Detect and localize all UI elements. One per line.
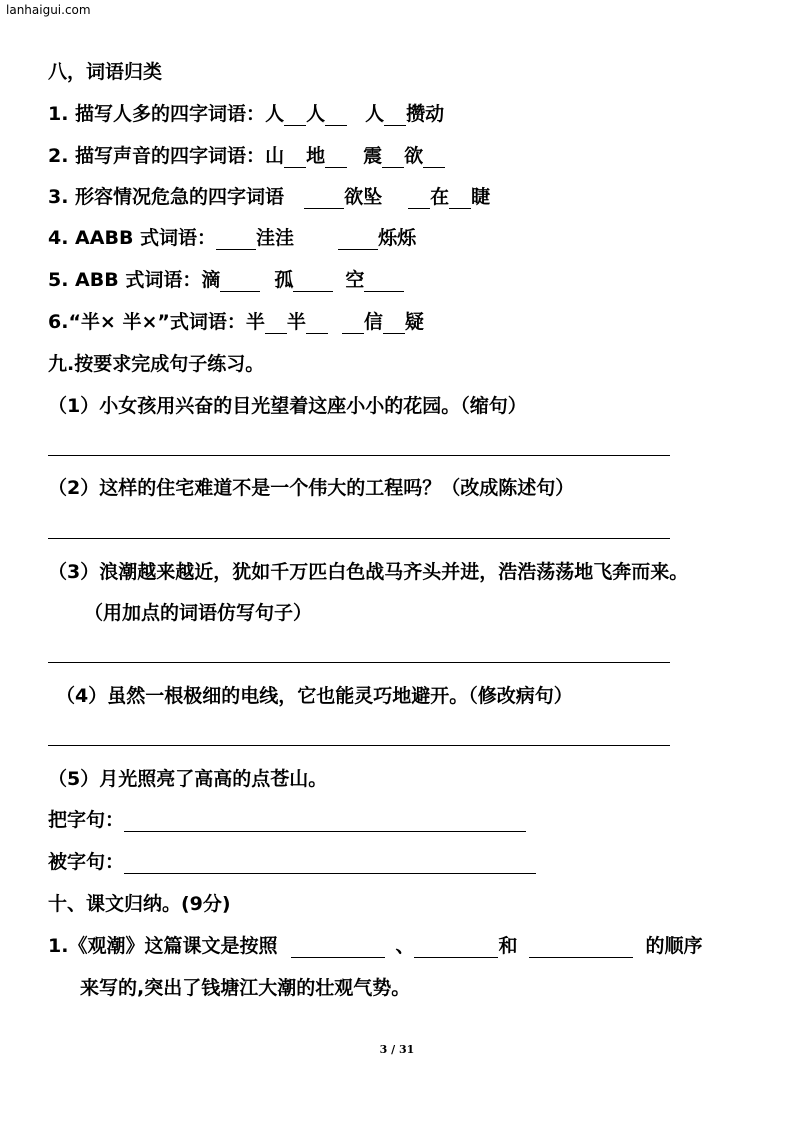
q8-1-label: 1. 描写人多的四字词语： bbox=[48, 103, 266, 125]
blank[interactable] bbox=[408, 188, 430, 209]
question-10-1-continued: 来写的,突出了钱塘江大潮的壮观气势。 bbox=[80, 977, 411, 999]
blank[interactable] bbox=[423, 147, 445, 168]
section-8-title: 八，词语归类 bbox=[48, 61, 163, 83]
blank[interactable] bbox=[382, 147, 404, 168]
ba-sentence-row bbox=[48, 808, 526, 832]
sentence-9-5: （5）月光照亮了高高的点苍山。 bbox=[48, 768, 328, 790]
question-8-6 bbox=[48, 310, 424, 334]
blank[interactable] bbox=[338, 229, 378, 250]
ba-sentence-input[interactable] bbox=[124, 811, 526, 832]
blank[interactable] bbox=[216, 229, 256, 250]
blank[interactable] bbox=[293, 271, 333, 292]
blank[interactable] bbox=[364, 271, 404, 292]
q8-4-word-a: 洼洼 bbox=[256, 227, 295, 249]
q8-2-char-c: 震 bbox=[363, 145, 383, 167]
q8-2-char-b: 地 bbox=[306, 145, 326, 167]
question-8-3 bbox=[48, 185, 490, 209]
blank[interactable] bbox=[306, 313, 328, 334]
q8-5-char-a: 滴 bbox=[201, 269, 221, 291]
q8-3-char-a: 欲坠 bbox=[344, 186, 383, 208]
question-8-1 bbox=[48, 102, 444, 126]
q10-1-and: 和 bbox=[498, 935, 518, 957]
q8-5-char-c: 空 bbox=[345, 269, 365, 291]
q8-4-label: 4. AABB 式词语： bbox=[48, 227, 217, 249]
q8-1-char-a: 人 bbox=[265, 103, 285, 125]
q8-6-char-d: 疑 bbox=[404, 311, 424, 333]
section-9-title: 九.按要求完成句子练习。 bbox=[48, 353, 265, 375]
blank[interactable] bbox=[265, 313, 287, 334]
bei-sentence-input[interactable] bbox=[124, 853, 536, 874]
q8-1-char-d: 攒动 bbox=[406, 103, 445, 125]
question-10-1 bbox=[48, 934, 703, 958]
blank[interactable] bbox=[529, 937, 633, 958]
q10-1-end: 的顺序 bbox=[645, 935, 703, 957]
page-number: 3 / 31 bbox=[379, 1043, 415, 1056]
blank[interactable] bbox=[220, 271, 260, 292]
q8-2-label: 2. 描写声音的四字词语： bbox=[48, 145, 266, 167]
q8-5-label: 5. ABB 式词语： bbox=[48, 269, 202, 291]
blank[interactable] bbox=[304, 188, 344, 209]
bei-sentence-row bbox=[48, 850, 536, 874]
section-10-title: 十、课文归纳。(9分) bbox=[48, 893, 231, 915]
q8-1-char-b: 人 bbox=[306, 103, 326, 125]
blank[interactable] bbox=[384, 105, 406, 126]
q10-1-text: 1.《观潮》这篇课文是按照 bbox=[48, 935, 278, 957]
blank[interactable] bbox=[383, 313, 405, 334]
ba-sentence-label: 把字句： bbox=[48, 809, 125, 831]
q8-3-char-c: 睫 bbox=[471, 186, 491, 208]
question-8-5 bbox=[48, 268, 404, 292]
blank[interactable] bbox=[414, 937, 498, 958]
sentence-9-1: （1）小女孩用兴奋的目光望着这座小小的花园。（缩句） bbox=[48, 395, 527, 417]
sentence-9-3-instruction: （用加点的词语仿写句子） bbox=[84, 602, 313, 624]
bei-sentence-label: 被字句： bbox=[48, 851, 125, 873]
q8-3-char-b: 在 bbox=[430, 186, 450, 208]
answer-line[interactable] bbox=[48, 662, 670, 663]
blank[interactable] bbox=[291, 937, 385, 958]
blank[interactable] bbox=[284, 147, 306, 168]
q8-6-char-c: 信 bbox=[363, 311, 383, 333]
sentence-9-2: （2）这样的住宅难道不是一个伟大的工程吗？（改成陈述句） bbox=[48, 477, 575, 499]
q8-1-char-c: 人 bbox=[365, 103, 385, 125]
blank[interactable] bbox=[342, 313, 364, 334]
answer-line[interactable] bbox=[48, 745, 670, 746]
blank[interactable] bbox=[449, 188, 471, 209]
blank[interactable] bbox=[284, 105, 306, 126]
blank[interactable] bbox=[325, 147, 347, 168]
q8-6-char-b: 半 bbox=[286, 311, 306, 333]
answer-line[interactable] bbox=[48, 455, 670, 456]
sentence-9-4: （4）虽然一根极细的电线，它也能灵巧地避开。（修改病句） bbox=[56, 685, 573, 707]
sentence-9-3: （3）浪潮越来越近，犹如千万匹白色战马齐头并进，浩浩荡荡地飞奔而来。 bbox=[48, 561, 689, 583]
question-8-4 bbox=[48, 226, 416, 250]
q8-2-char-d: 欲 bbox=[404, 145, 424, 167]
watermark: lanhaigui.com bbox=[6, 3, 91, 17]
q10-1-sep: 、 bbox=[395, 935, 415, 957]
q8-6-label: 6.“半× 半×”式词语： bbox=[48, 311, 246, 333]
q8-5-char-b: 孤 bbox=[274, 269, 294, 291]
q8-3-label: 3. 形容情况危急的四字词语 bbox=[48, 186, 285, 208]
q8-6-char-a: 半 bbox=[245, 311, 265, 333]
q8-2-char-a: 山 bbox=[265, 145, 285, 167]
answer-line[interactable] bbox=[48, 538, 670, 539]
question-8-2 bbox=[48, 144, 445, 168]
blank[interactable] bbox=[325, 105, 347, 126]
q8-4-word-b: 烁烁 bbox=[378, 227, 417, 249]
